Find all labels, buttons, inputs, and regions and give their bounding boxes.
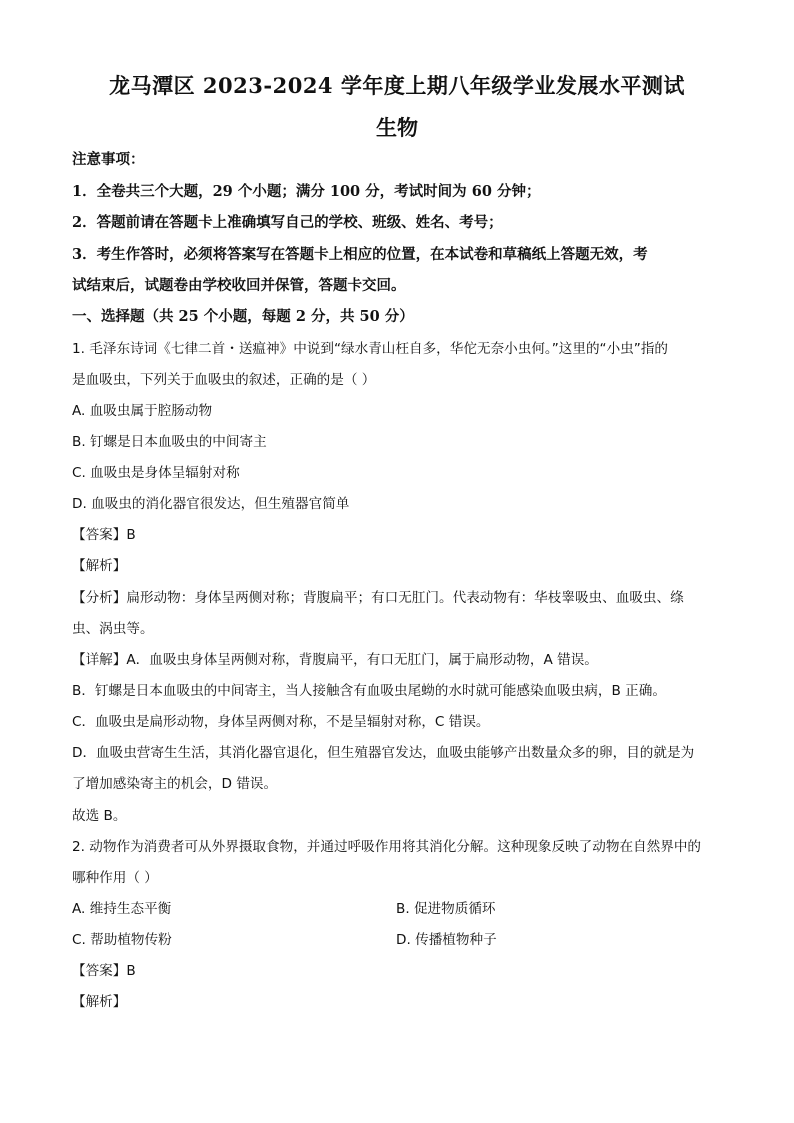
notice-item: 2．答题前请在答题卡上准确填写自己的学校、班级、姓名、考号； xyxy=(72,214,503,231)
q1-stem: 1. 毛泽东诗词《七律二首・送瘟神》中说到“绿水青山枉自多，华佗无奈小虫何。”这里的“小虫”指的 xyxy=(72,341,669,357)
q1-fenxi: 虫、涡虫等。 xyxy=(72,621,154,637)
q1-option-b: B. 钉螺是日本血吸虫的中间寄主 xyxy=(72,434,267,450)
section-heading: 一、选择题（共 25 个小题，每题 2 分，共 50 分） xyxy=(72,308,414,325)
q1-analysis-label: 【解析】 xyxy=(72,558,127,574)
q1-detail: D．血吸虫营寄生生活，其消化器官退化，但生殖器官发达，血吸虫能够产出数量众多的卵，目的就是为 xyxy=(72,745,695,761)
q1-stem: 是血吸虫，下列关于血吸虫的叙述，正确的是（ ） xyxy=(72,372,376,388)
q1-option-a: A. 血吸虫属于腔肠动物 xyxy=(72,403,213,419)
q2-stem: 2. 动物作为消费者可从外界摄取食物，并通过呼吸作用将其消化分解。这种现象反映了动物在自然界中的 xyxy=(72,839,702,855)
notice-item: 试结束后，试题卷由学校收回并保管，答题卡交回。 xyxy=(72,277,406,294)
q1-detail: 了增加感染寄主的机会，D 错误。 xyxy=(72,776,278,792)
q1-detail: B．钉螺是日本血吸虫的中间寄主，当人接触含有血吸虫尾蚴的水时就可能感染血吸虫病，B 正确。 xyxy=(72,683,666,699)
q2-option-d: D. 传播植物种子 xyxy=(396,932,497,948)
q1-detail: C．血吸虫是扁形动物，身体呈两侧对称，不是呈辐射对称，C 错误。 xyxy=(72,714,490,730)
q1-fenxi: 【分析】扁形动物：身体呈两侧对称；背腹扁平；有口无肛门。代表动物有：华枝睾吸虫、血吸虫、绦 xyxy=(72,590,684,606)
notice-item: 1．全卷共三个大题，29 个小题；满分 100 分，考试时间为 60 分钟； xyxy=(72,183,541,200)
notice-heading: 注意事项： xyxy=(72,151,145,168)
q1-option-c: C. 血吸虫是身体呈辐射对称 xyxy=(72,465,240,481)
q1-detail: 【详解】A．血吸虫身体呈两侧对称，背腹扁平，有口无肛门，属于扁形动物，A 错误。 xyxy=(72,652,598,668)
q2-option-c: C. 帮助植物传粉 xyxy=(72,932,172,948)
exam-title: 龙马潭区 2023-2024 学年度上期八年级学业发展水平测试 xyxy=(109,73,685,98)
q2-option-a: A. 维持生态平衡 xyxy=(72,901,172,917)
notice-item: 3．考生作答时，必须将答案写在答题卡上相应的位置，在本试卷和草稿纸上答题无效，考 xyxy=(72,246,648,263)
q2-answer: 【答案】B xyxy=(72,963,136,979)
exam-subject: 生物 xyxy=(376,115,418,140)
q2-stem: 哪种作用（ ） xyxy=(72,870,158,886)
q2-analysis-label: 【解析】 xyxy=(72,994,127,1010)
q1-conclusion: 故选 B。 xyxy=(72,808,127,824)
q1-answer: 【答案】B xyxy=(72,527,136,543)
q2-option-b: B. 促进物质循环 xyxy=(396,901,496,917)
q1-option-d: D. 血吸虫的消化器官很发达，但生殖器官简单 xyxy=(72,496,350,512)
